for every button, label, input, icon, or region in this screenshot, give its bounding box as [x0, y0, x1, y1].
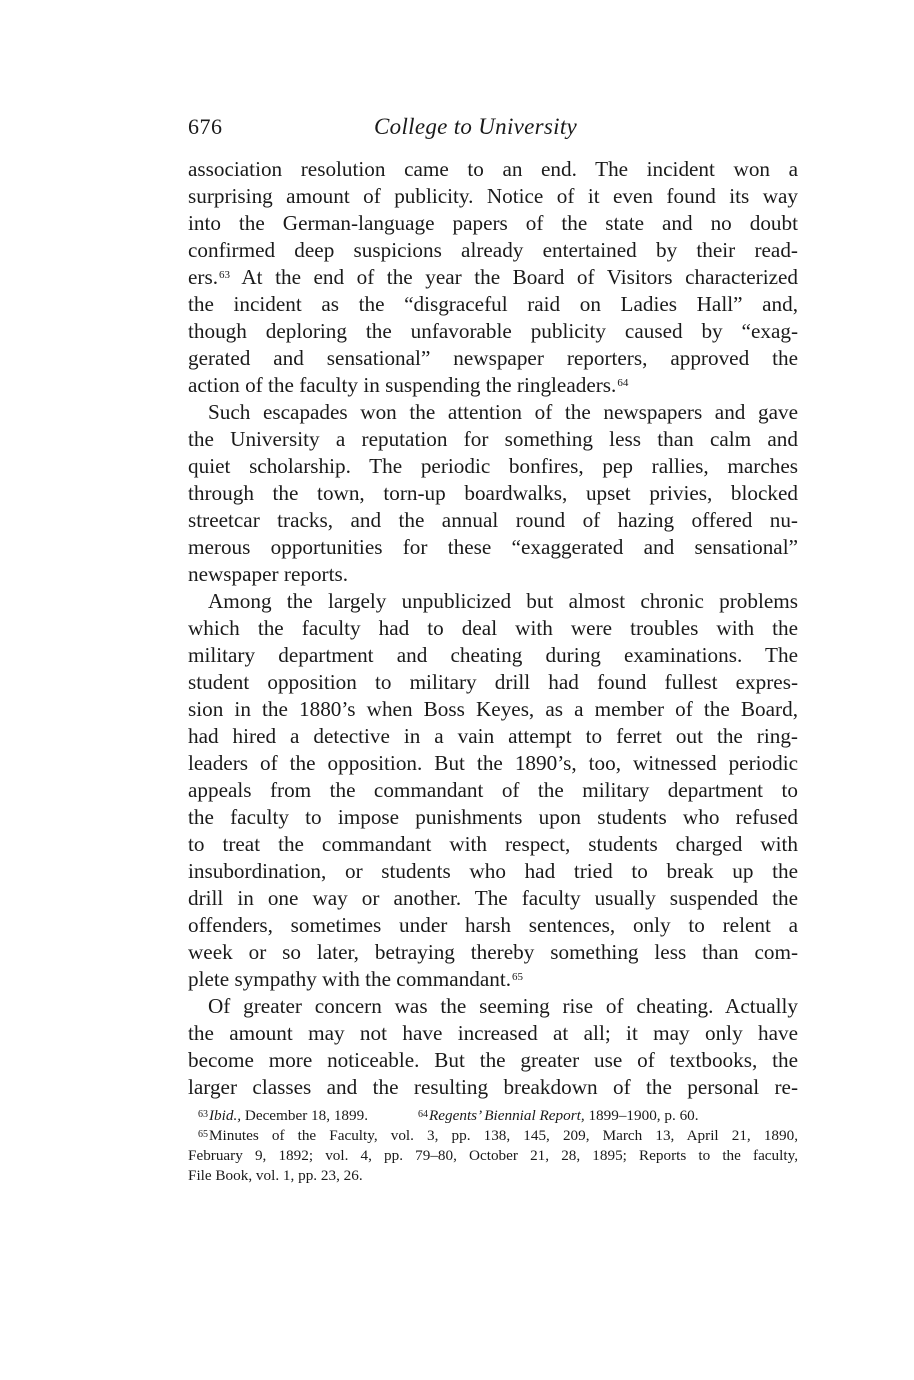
text-line: confirmed deep suspicions already entertained by their read- [188, 238, 798, 262]
footnote-number-63: 63 [198, 1109, 208, 1120]
paragraph-start: Such escapades won the attention of the newspapers and gave [208, 400, 798, 424]
text-line: surprising amount of publicity. Notice of it even found its way [188, 184, 798, 208]
text-line: the amount may not have increased at all; it may only have [188, 1021, 798, 1045]
footnote-text: 1899–1900, p. 60. [584, 1107, 699, 1124]
text-line: appeals from the commandant of the military department to [188, 778, 798, 802]
text-line: streetcar tracks, and the annual round of hazing offered nu- [188, 508, 798, 532]
footnote-italic: Ibid., [209, 1107, 242, 1124]
text-fragment: At the end of the year the Board of Visitors characterized [230, 265, 798, 289]
footnote-italic: Regents’ Biennial Report, [429, 1107, 585, 1124]
text-fragment: action of the faculty in suspending the ringleaders. [188, 373, 617, 397]
footnote-text: Minutes of the Faculty, vol. 3, pp. 138, 145, 209, March 13, April 21, 1890, [209, 1127, 798, 1144]
text-line: to treat the commandant with respect, students charged with [188, 832, 798, 856]
footnote-line: February 9, 1892; vol. 4, pp. 79–80, October 21, 28, 1895; Reports to the faculty, [188, 1147, 798, 1164]
text-line: sion in the 1880’s when Boss Keyes, as a member of the Board, [188, 697, 798, 721]
paragraph-start: Among the largely unpublicized but almost chronic problems [208, 589, 798, 613]
page-header [188, 114, 798, 146]
text-line: merous opportunities for these “exaggerated and sensational” [188, 535, 798, 559]
text-fragment: ers. [188, 265, 219, 289]
footnote-line [188, 1126, 798, 1146]
text-line [188, 966, 798, 993]
page-number: 676 [188, 114, 223, 139]
footnote-ref-65: 65 [512, 971, 524, 983]
text-line: through the town, torn-up boardwalks, upset privies, blocked [188, 481, 798, 505]
text-line: gerated and sensational” newspaper reporters, approved the [188, 346, 798, 370]
footnotes [188, 1106, 798, 1186]
text-line: leaders of the opposition. But the 1890’s, too, witnessed periodic [188, 751, 798, 775]
paragraph-start: Of greater concern was the seeming rise of cheating. Actually [208, 994, 798, 1018]
text-line: student opposition to military drill had found fullest expres- [188, 670, 798, 694]
text-line: the incident as the “disgraceful raid on Ladies Hall” and, [188, 292, 798, 316]
footnote-ref-63: 63 [219, 269, 231, 281]
footnote-ref-64: 64 [617, 377, 629, 389]
text-line: newspaper reports. [188, 562, 349, 586]
footnote-line: File Book, vol. 1, pp. 23, 26. [188, 1167, 363, 1184]
text-line: though deploring the unfavorable publicity caused by “exag- [188, 319, 798, 343]
body-text [188, 156, 798, 1101]
text-line: military department and cheating during examinations. The [188, 643, 798, 667]
text-fragment: plete sympathy with the commandant. [188, 967, 512, 991]
text-line: the faculty to impose punishments upon students who refused [188, 805, 798, 829]
text-line: larger classes and the resulting breakdown of the personal re- [188, 1075, 798, 1099]
text-line: which the faculty had to deal with were troubles with the [188, 616, 798, 640]
footnote-line [188, 1106, 798, 1126]
footnote-number-64: 64 [418, 1109, 429, 1120]
running-head: College to University [374, 114, 578, 139]
text-line [188, 264, 798, 291]
text-line: offenders, sometimes under harsh sentences, only to relent a [188, 913, 798, 937]
text-line: quiet scholarship. The periodic bonfires, pep rallies, marches [188, 454, 798, 478]
text-line: had hired a detective in a vain attempt to ferret out the ring- [188, 724, 798, 748]
text-line: insubordination, or students who had tried to break up the [188, 859, 798, 883]
footnote-number-65: 65 [198, 1129, 208, 1140]
text-line: the University a reputation for something less than calm and [188, 427, 798, 451]
text-line: drill in one way or another. The faculty usually suspended the [188, 886, 798, 910]
footnote-text: December 18, 1899. [241, 1107, 369, 1124]
text-line: become more noticeable. But the greater use of textbooks, the [188, 1048, 798, 1072]
text-line: association resolution came to an end. The incident won a [188, 157, 798, 181]
text-line: week or so later, betraying thereby something less than com- [188, 940, 798, 964]
text-line: into the German-language papers of the state and no doubt [188, 211, 798, 235]
text-line [188, 372, 798, 399]
